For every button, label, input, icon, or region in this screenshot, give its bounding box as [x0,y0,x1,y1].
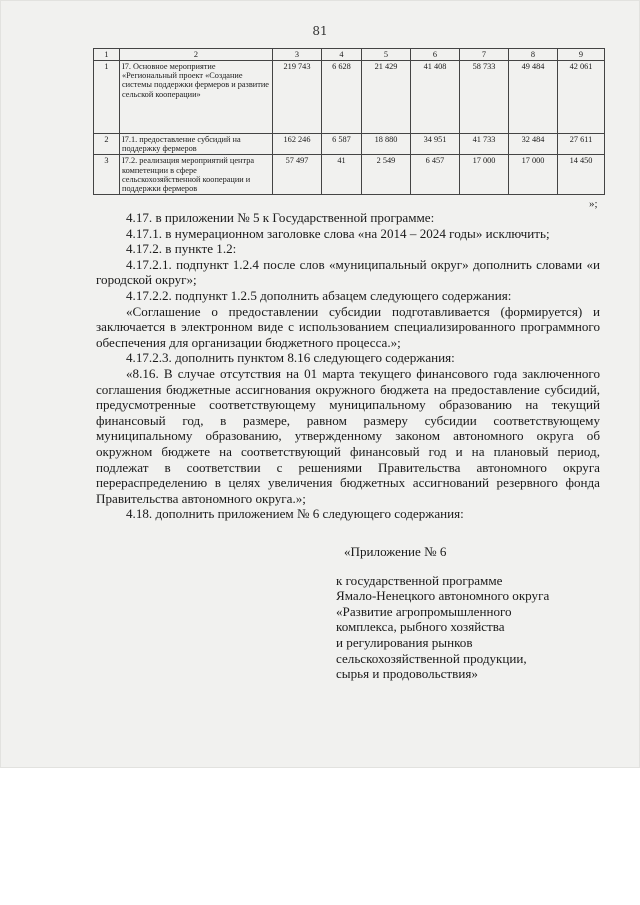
paragraph-quote-agreement: «Соглашение о предоставлении субсидии подготавливается (формируется) и заключается в электронном виде с использованием специализированного программного обеспечения для организации бюджетного процесса.»; [96,303,600,350]
value-cell: 41 408 [411,61,460,134]
budget-table [93,48,605,195]
value-cell: 14 450 [558,155,605,195]
value-cell: 6 628 [322,61,362,134]
appendix-line: сырья и продовольствия» [336,666,478,682]
appendix-line: комплекса, рыбного хозяйства [336,619,505,635]
value-cell: 17 000 [460,155,509,195]
header-cell: 8 [509,49,558,61]
document-body [96,210,600,522]
value-cell: 219 743 [273,61,322,134]
row-index-cell: 3 [94,155,120,195]
header-cell: 6 [411,49,460,61]
value-cell: 57 497 [273,155,322,195]
appendix-line: Ямало-Ненецкого автономного округа [336,588,550,604]
paragraph-4-17-2-3: 4.17.2.3. дополнить пунктом 8.16 следующего содержания: [126,350,455,366]
paragraph-quote-8-16: «8.16. В случае отсутствия на 01 марта текущего финансового года заключенного соглашения бюджетные ассигнования окружного бюджета на предоставление субсидий, предусмотренные соответствующему муниципальному образованию на текущий финансовый год, в размере, равном размеру субсидии соответствующему муниципальному образованию, утвержденному законом автономного округа об окружном бюджете на соответствующий финансовый год и на плановый период, подлежат в соответствии с решениями Правительства автономного округа перераспределению в целях увеличения бюджетных ассигнований резервного фонда Правительства автономного округа.»; [96,365,600,506]
value-cell: 34 951 [411,134,460,155]
appendix-line: к государственной программе [336,572,503,588]
paragraph-4-17-1: 4.17.1. в нумерационном заголовке слова «на 2014 – 2024 годы» исключить; [126,225,550,241]
value-cell: 27 611 [558,134,605,155]
value-cell: 41 733 [460,134,509,155]
appendix-line: и регулирования рынков [336,634,473,650]
header-cell: 4 [322,49,362,61]
value-cell: 49 484 [509,61,558,134]
paragraph-4-17-2-2: 4.17.2.2. подпункт 1.2.5 дополнить абзацем следующего содержания: [126,287,512,303]
appendix-header [336,544,596,682]
header-cell: 3 [273,49,322,61]
page-number: 81 [312,24,328,38]
header-cell: 2 [120,49,273,61]
value-cell: 42 061 [558,61,605,134]
value-cell: 6 457 [411,155,460,195]
activity-cell: I7.1. предоставление субсидий на поддержку фермеров [120,134,273,155]
value-cell: 41 [322,155,362,195]
header-cell: 7 [460,49,509,61]
table-header-row [94,49,605,61]
paragraph-4-17: 4.17. в приложении № 5 к Государственной программе: [126,210,435,225]
value-cell: 17 000 [509,155,558,195]
header-cell: 9 [558,49,605,61]
budget-table-wrapper [93,48,604,195]
appendix-title: «Приложение № 6 [344,544,447,559]
appendix-spacer [336,560,596,573]
table-row [94,134,605,155]
value-cell: 18 880 [362,134,411,155]
appendix-line: «Развитие агропромышленного [336,603,512,619]
paragraph-4-17-2: 4.17.2. в пункте 1.2: [126,241,237,257]
value-cell: 2 549 [362,155,411,195]
paragraph-4-18: 4.18. дополнить приложением № 6 следующего содержания: [126,506,464,522]
row-index-cell: 1 [94,61,120,134]
table-row [94,155,605,195]
appendix-line: сельскохозяйственной продукции, [336,650,527,666]
row-index-cell: 2 [94,134,120,155]
header-cell: 5 [362,49,411,61]
value-cell: 6 587 [322,134,362,155]
header-cell: 1 [94,49,120,61]
value-cell: 162 246 [273,134,322,155]
paragraph-4-17-2-1: 4.17.2.1. подпункт 1.2.4 после слов «муниципальный округ» дополнить словами «и городской округ»; [96,256,600,288]
table-end-mark: »; [589,198,598,210]
activity-cell: I7.2. реализация мероприятий центра компетенции в сфере сельскохозяйственной кооперации и поддержки фермеров [120,155,273,195]
activity-cell: I7. Основное мероприятие «Региональный проект «Создание системы поддержки фермеров и развитие сельской кооперации» [120,61,273,134]
value-cell: 21 429 [362,61,411,134]
value-cell: 32 484 [509,134,558,155]
value-cell: 58 733 [460,61,509,134]
table-row [94,61,605,134]
